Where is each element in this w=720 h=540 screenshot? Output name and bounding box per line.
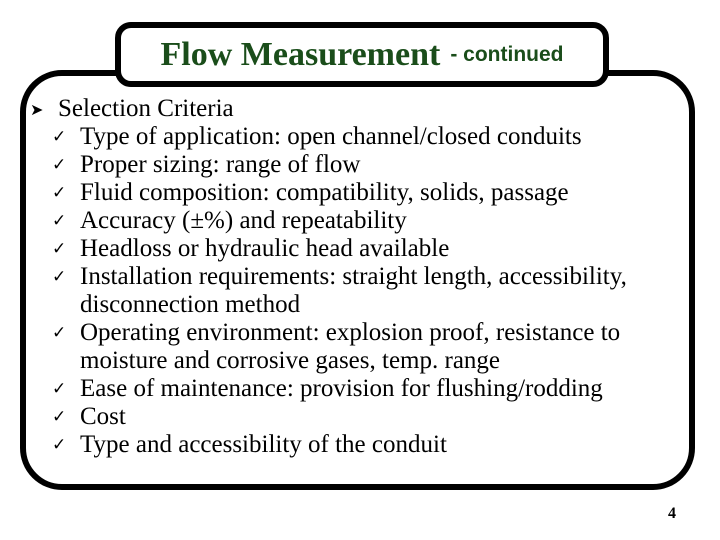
check-mark-icon: ✓ (52, 323, 67, 343)
list-item (52, 431, 710, 459)
list-item (52, 123, 710, 151)
page-number: 4 (668, 505, 676, 522)
check-mark-icon: ✓ (52, 127, 67, 147)
check-mark-icon: ✓ (52, 379, 67, 399)
check-mark-icon: ✓ (52, 239, 67, 259)
content-area (30, 95, 710, 459)
list-item-text: Operating environment: explosion proof, resistance to moisture and corrosive gases, temp. range (80, 319, 621, 374)
list-item (52, 179, 710, 207)
list-item-text: Cost (80, 403, 126, 430)
list-item-text: Type and accessibility of the conduit (80, 431, 447, 458)
list-item-text: Fluid composition: compatibility, solids, passage (80, 179, 569, 206)
list-item (52, 263, 710, 319)
main-bullet (30, 95, 710, 123)
list-item-text: Installation requirements: straight length, accessibility, disconnection method (80, 263, 627, 318)
title-box (115, 22, 609, 87)
list-item-text: Headloss or hydraulic head available (80, 235, 450, 262)
list-item (52, 235, 710, 263)
list-item (52, 403, 710, 431)
list-item-text: Proper sizing: range of flow (80, 151, 361, 178)
list-item (52, 375, 710, 403)
main-bullet-label: Selection Criteria (58, 95, 234, 122)
list-item-text: Accuracy (±%) and repeatability (80, 207, 407, 234)
check-mark-icon: ✓ (52, 435, 67, 455)
page-subtitle: - continued (450, 42, 564, 66)
list-item-text: Ease of maintenance: provision for flushing/rodding (80, 375, 603, 402)
check-mark-icon: ✓ (52, 155, 67, 175)
check-mark-icon: ✓ (52, 211, 67, 231)
list-item (52, 319, 710, 375)
check-mark-icon: ✓ (52, 183, 67, 203)
list-item-text: Type of application: open channel/closed conduits (80, 123, 582, 150)
page-title: Flow Measurement (160, 35, 441, 73)
list-item (52, 207, 710, 235)
list-item (52, 151, 710, 179)
criteria-list (30, 123, 710, 459)
check-mark-icon: ✓ (52, 407, 67, 427)
arrowhead-icon: ➤ (30, 99, 44, 119)
check-mark-icon: ✓ (52, 267, 67, 287)
